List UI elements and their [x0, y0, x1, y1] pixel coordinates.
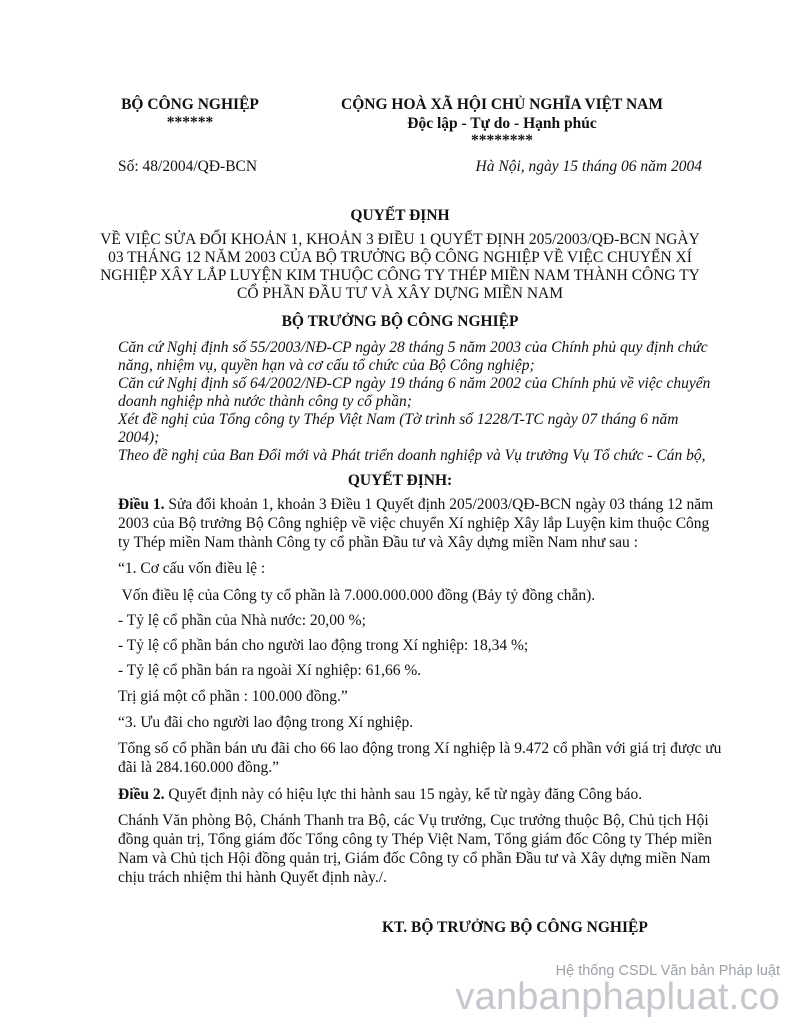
outside-share: - Tỷ lệ cổ phần bán ra ngoài Xí nghiệp: 61,66 %.: [118, 662, 422, 679]
article-1-line: 2003 của Bộ trưởng Bộ Công nghiệp về việc chuyển Xí nghiệp Xây lắp Luyện kim thuộc Công: [118, 515, 710, 532]
article-1-label: Điều 1.: [118, 496, 165, 513]
subject-line: VỀ VIỆC SỬA ĐỔI KHOẢN 1, KHOẢN 3 ĐIỀU 1 QUYẾT ĐỊNH 205/2003/QĐ-BCN NGÀY: [100, 231, 700, 248]
responsibility-line: chịu trách nhiệm thi hành Quyết định này./.: [118, 869, 387, 886]
decision-title: QUYẾT ĐỊNH: [350, 207, 450, 224]
preamble-line: Căn cứ Nghị định số 64/2002/NĐ-CP ngày 19 tháng 6 năm 2002 của Chính phủ về việc chuyển: [118, 375, 711, 392]
preamble-line: doanh nghiệp nhà nước thành công ty cổ phần;: [118, 393, 412, 410]
signature-title: KT. BỘ TRƯỞNG BỘ CÔNG NGHIỆP: [382, 919, 648, 936]
employee-share: - Tỷ lệ cổ phần bán cho người lao động trong Xí nghiệp: 18,34 %;: [118, 637, 529, 654]
preamble-line: 2004);: [118, 429, 160, 446]
article-1-text: Sửa đổi khoản 1, khoản 3 Điều 1 Quyết định 205/2003/QĐ-BCN ngày 03 tháng 12 năm: [164, 496, 714, 513]
share-value: Trị giá một cổ phần : 100.000 đồng.”: [118, 688, 348, 705]
responsibility-line: Chánh Văn phòng Bộ, Chánh Thanh tra Bộ, các Vụ trưởng, Cục trưởng thuộc Bộ, Chủ tịch Hội: [118, 812, 709, 829]
item-1-title: “1. Cơ cấu vốn điều lệ :: [118, 560, 266, 577]
incentive-line: đãi là 284.160.000 đồng.”: [118, 759, 280, 776]
watermark-caption: Hệ thống CSDL Văn bản Pháp luật: [555, 963, 780, 979]
preamble-line: năng, nhiệm vụ, quyền hạn và cơ cấu tổ chức của Bộ Công nghiệp;: [118, 357, 535, 374]
subject-line: NGHIỆP XÂY LẮP LUYỆN KIM THUỘC CÔNG TY THÉP MIỀN NAM THÀNH CÔNG TY: [100, 267, 700, 284]
preamble-line: Theo đề nghị của Ban Đổi mới và Phát triển doanh nghiệp và Vụ trưởng Vụ Tổ chức - Cán bộ,: [118, 447, 706, 464]
state-share: - Tỷ lệ cổ phần của Nhà nước: 20,00 %;: [118, 612, 366, 629]
charter-capital: Vốn điều lệ của Công ty cổ phần là 7.000.000.000 đồng (Bảy tỷ đồng chẵn).: [118, 587, 596, 604]
item-3-title: “3. Ưu đãi cho người lao động trong Xí nghiệp.: [118, 714, 414, 731]
republic-name: CỘNG HOÀ XÃ HỘI CHỦ NGHĨA VIỆT NAM: [341, 96, 663, 113]
article-2-label: Điều 2.: [118, 786, 165, 803]
responsibility-line: Nam và Chủ tịch Hội đồng quản trị, Giám đốc Công ty cổ phần Đầu tư và Xây dựng miền Nam: [118, 850, 711, 867]
motto-stars: ********: [471, 132, 533, 149]
preamble-line: Xét đề nghị của Tổng công ty Thép Việt Nam (Tờ trình số 1228/T-TC ngày 07 tháng 6 năm: [118, 411, 679, 428]
ministry-name: BỘ CÔNG NGHIỆP: [121, 96, 259, 113]
article-1-line: ty Thép miền Nam thành Công ty cổ phần Đầu tư và Xây dựng miền Nam như sau :: [118, 534, 638, 551]
preamble-line: Căn cứ Nghị định số 55/2003/NĐ-CP ngày 28 tháng 5 năm 2003 của Chính phủ quy định chức: [118, 339, 708, 356]
issuing-authority: BỘ TRƯỞNG BỘ CÔNG NGHIỆP: [281, 313, 519, 330]
decision-heading: QUYẾT ĐỊNH:: [347, 472, 453, 489]
document-number: Số: 48/2004/QĐ-BCN: [118, 158, 258, 175]
incentive-line: Tổng số cổ phần bán ưu đãi cho 66 lao động trong Xí nghiệp là 9.472 cổ phần với giá trị được ưu: [118, 740, 722, 757]
responsibility-line: đồng quản trị, Tổng giám đốc Tổng công ty Thép Việt Nam, Tổng giám đốc Công ty Thép miền: [118, 831, 713, 848]
document-date: Hà Nội, ngày 15 tháng 06 năm 2004: [475, 158, 702, 175]
article-2-line: [118, 786, 708, 804]
subject-line: CỔ PHẦN ĐẦU TƯ VÀ XÂY DỰNG MIỀN NAM: [236, 285, 564, 302]
watermark-site: vanbanphapluat.co: [455, 976, 780, 1018]
article-2-text: Quyết định này có hiệu lực thi hành sau 15 ngày, kể từ ngày đăng Công báo.: [164, 786, 643, 803]
article-1-line: [118, 496, 714, 514]
ministry-stars: ******: [166, 114, 214, 131]
national-motto: Độc lập - Tự do - Hạnh phúc: [407, 115, 597, 132]
subject-line: 03 THÁNG 12 NĂM 2003 CỦA BỘ TRƯỞNG BỘ CÔNG NGHIỆP VỀ VIỆC CHUYỂN XÍ: [108, 249, 692, 266]
